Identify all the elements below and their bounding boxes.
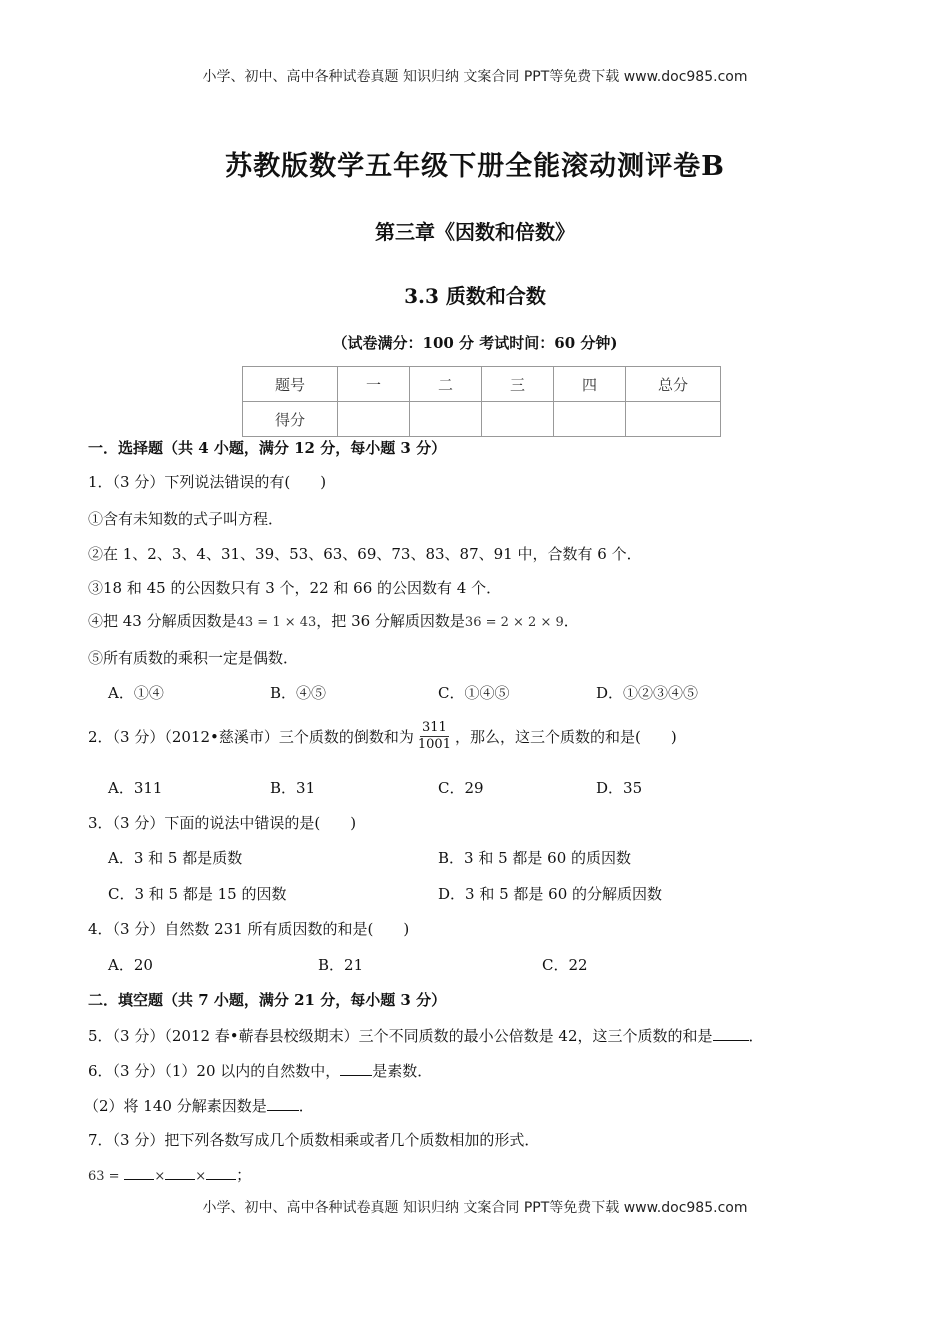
q2-text-post: ，那么，这三个质数的和是( ) <box>454 727 677 746</box>
q6-p2-text-post: ． <box>298 1097 314 1115</box>
q1-statement-5: ⑤所有质数的乘积一定是偶数． <box>88 649 299 667</box>
q5-text-post: ． <box>748 1027 764 1045</box>
answer-blank[interactable] <box>267 1096 299 1111</box>
q1-option-c[interactable]: C．①④⑤ <box>438 684 510 702</box>
q5-stem <box>88 1025 764 1046</box>
q1-s4-text-a: ④把 43 分解质因数是 <box>88 612 237 630</box>
table-cell: 三 <box>482 367 554 402</box>
exam-info: （试卷满分：100 分 考试时间：60 分钟) <box>332 334 618 352</box>
q3-option-b[interactable]: B．3 和 5 都是 60 的质因数 <box>438 849 632 867</box>
q6-p2-text-pre: （2）将 140 分解素因数是 <box>84 1097 267 1115</box>
lesson-title: 3.3 质数和合数 <box>404 284 546 308</box>
score-input-cell[interactable] <box>482 402 554 437</box>
times-symbol: × <box>195 1169 207 1184</box>
q1-statement-4 <box>88 610 579 631</box>
q3-option-a[interactable]: A．3 和 5 都是质数 <box>108 849 243 867</box>
q1-option-d[interactable]: D．①②③④⑤ <box>596 684 699 702</box>
page-footer: 小学、初中、高中各种试卷真题 知识归纳 文案合同 PPT等免费下载 www.doc985.com <box>202 1200 748 1216</box>
q6-stem <box>88 1060 432 1081</box>
table-cell: 得分 <box>243 402 338 437</box>
q2-option-a[interactable]: A．311 <box>108 779 163 797</box>
formula-36: 36 = 2 × 2 × 9 <box>464 615 564 630</box>
q1-statement-2: ②在 1、2、3、4、31、39、53、63、69、73、83、87、91 中，合数有 6 个． <box>88 545 642 563</box>
exam-title: 苏教版数学五年级下册全能滚动测评卷B <box>225 151 725 182</box>
q1-s4-text-c: ． <box>563 612 579 630</box>
q1-option-a[interactable]: A．①④ <box>108 684 164 702</box>
score-input-cell[interactable] <box>554 402 626 437</box>
answer-blank[interactable] <box>124 1165 154 1180</box>
table-cell: 总分 <box>626 367 721 402</box>
fraction <box>416 720 453 753</box>
q4-stem: 4．（3 分）自然数 231 所有质因数的和是( ) <box>88 920 410 938</box>
section-1-heading: 一．选择题（共 4 小题，满分 12 分，每小题 3 分） <box>88 439 447 457</box>
times-symbol: × <box>154 1169 166 1184</box>
chapter-title: 第三章《因数和倍数》 <box>375 220 575 244</box>
answer-blank[interactable] <box>713 1026 749 1041</box>
q5-text-pre: 5．（3 分）（2012 春•蕲春县校级期末）三个不同质数的最小公倍数是 42，这三个质数的和是 <box>88 1027 713 1045</box>
q2-stem <box>88 716 677 756</box>
q4-option-c[interactable]: C．22 <box>542 956 588 974</box>
q3-option-d[interactable]: D．3 和 5 都是 60 的分解质因数 <box>438 885 663 903</box>
q2-option-c[interactable]: C．29 <box>438 779 484 797</box>
q3-stem: 3．（3 分）下面的说法中错误的是( ) <box>88 814 357 832</box>
q7-stem: 7．（3 分）把下列各数写成几个质数相乘或者几个质数相加的形式． <box>88 1131 540 1149</box>
q1-stem: 1．（3 分）下列说法错误的有( ) <box>88 473 327 491</box>
q7-item-63 <box>88 1164 251 1185</box>
score-input-cell[interactable] <box>626 402 721 437</box>
table-cell: 一 <box>338 367 410 402</box>
q4-option-a[interactable]: A．20 <box>108 956 153 974</box>
q6-part-2 <box>84 1095 314 1116</box>
answer-blank[interactable] <box>206 1165 236 1180</box>
q4-option-b[interactable]: B．21 <box>318 956 364 974</box>
table-cell: 四 <box>554 367 626 402</box>
score-input-cell[interactable] <box>338 402 410 437</box>
q6-text-post: 是素数． <box>372 1062 433 1080</box>
q1-statement-3: ③18 和 45 的公因数只有 3 个，22 和 66 的公因数有 4 个． <box>88 579 502 597</box>
q1-option-b[interactable]: B．④⑤ <box>270 684 327 702</box>
q1-statement-1: ①含有未知数的式子叫方程． <box>88 510 284 528</box>
answer-blank[interactable] <box>340 1061 372 1076</box>
q2-option-b[interactable]: B．31 <box>270 779 316 797</box>
q7-end: ； <box>236 1166 252 1184</box>
table-cell: 题号 <box>243 367 338 402</box>
score-table-score-row <box>243 402 721 437</box>
formula-43: 43 = 1 × 43 <box>236 615 317 630</box>
score-input-cell[interactable] <box>410 402 482 437</box>
answer-blank[interactable] <box>165 1165 195 1180</box>
fraction-numerator: 311 <box>422 719 447 735</box>
q2-text-pre: 2．（3 分）（2012•慈溪市）三个质数的倒数和为 <box>88 727 414 746</box>
q2-option-d[interactable]: D．35 <box>596 779 643 797</box>
fraction-denominator: 1001 <box>417 736 451 752</box>
score-table-header-row <box>243 367 721 402</box>
table-cell: 二 <box>410 367 482 402</box>
q7-63-label: 63 = <box>88 1169 120 1184</box>
q1-s4-text-b: ，把 36 分解质因数是 <box>316 612 465 630</box>
section-2-heading: 二．填空题（共 7 小题，满分 21 分，每小题 3 分） <box>88 991 447 1009</box>
page-header: 小学、初中、高中各种试卷真题 知识归纳 文案合同 PPT等免费下载 www.doc985.com <box>202 69 748 85</box>
q3-option-c[interactable]: C．3 和 5 都是 15 的因数 <box>108 885 287 903</box>
score-table <box>242 366 721 437</box>
q6-text-pre: 6．（3 分）（1）20 以内的自然数中， <box>88 1062 341 1080</box>
